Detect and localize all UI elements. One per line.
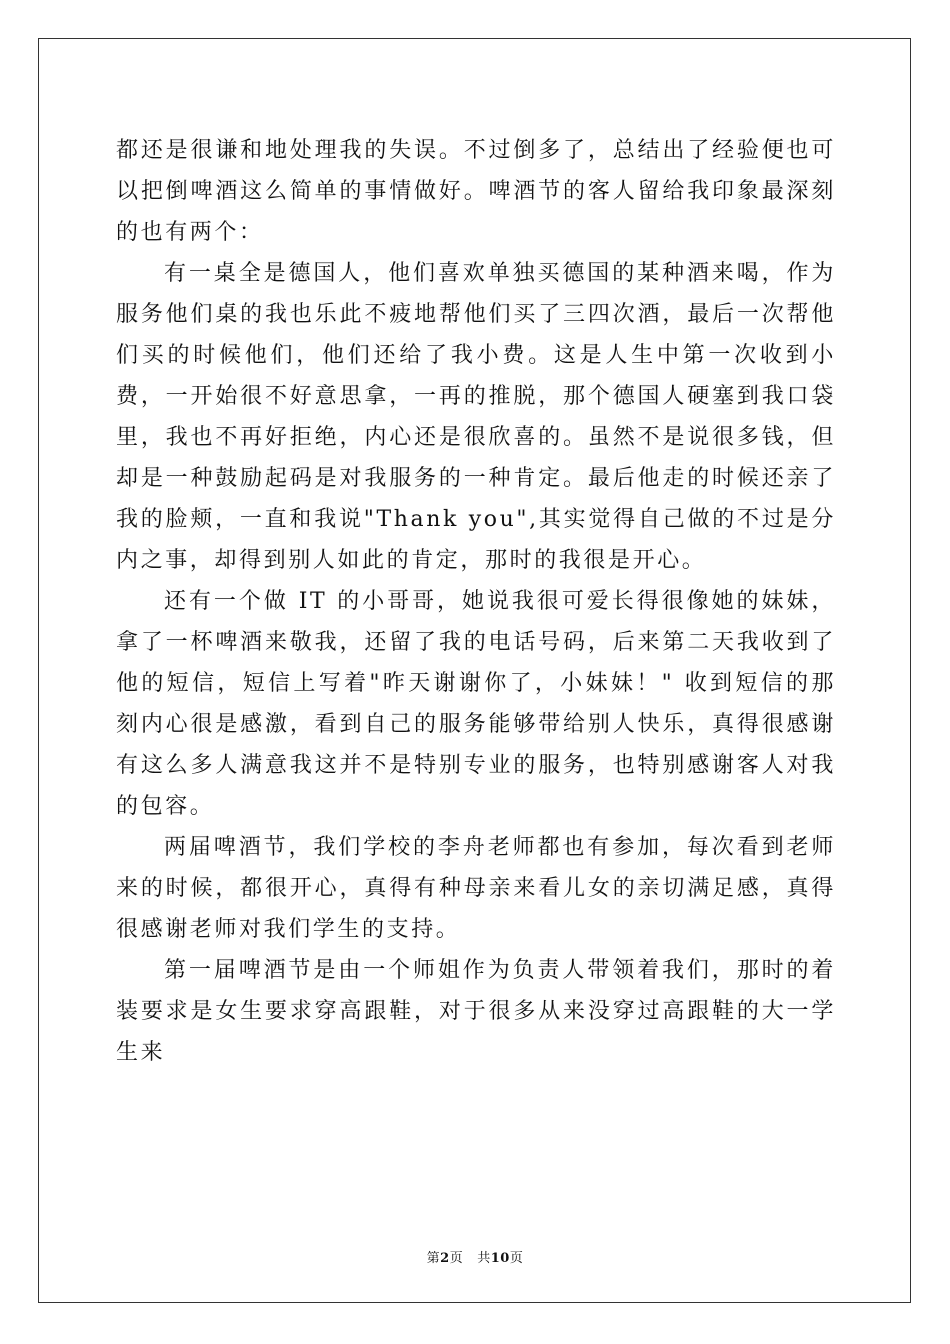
paragraph-2: 有一桌全是德国人，他们喜欢单独买德国的某种酒来喝，作为服务他们桌的我也乐此不疲地帮他们买了三四次酒，最后一次帮他们买的时候他们，他们还给了我小费。这是人生中第一次收到小费，一开始很不好意思拿，一再的推脱，那个德国人硬塞到我口袋里，我也不再好拒绝，内心还是很欣喜的。虽然不是说很多钱，但却是一种鼓励起码是对我服务的一种肯定。最后他走的时候还亲了我的脸颊，一直和我说"Thank you",其实觉得自己做的不过是分内之事，却得到别人如此的肯定，那时的我很是开心。 [116,261,836,573]
total-prefix: 共 [477,1251,491,1266]
total-suffix: 页 [509,1251,524,1266]
page-current-number: 2 [440,1251,450,1266]
page-footer [0,1247,950,1266]
page-total-number: 10 [490,1251,510,1266]
page-prefix: 第 [426,1251,441,1266]
page-suffix: 页 [449,1251,464,1266]
paragraph-4: 两届啤酒节，我们学校的李舟老师都也有参加，每次看到老师来的时候，都很开心，真得有种母亲来看儿女的亲切满足感，真得很感谢老师对我们学生的支持。 [116,835,836,942]
paragraph-5: 第一届啤酒节是由一个师姐作为负责人带领着我们，那时的着装要求是女生要求穿高跟鞋，对于很多从来没穿过高跟鞋的大一学生来 [116,958,836,1065]
document-body [116,130,836,1073]
paragraph-1: 都还是很谦和地处理我的失误。不过倒多了，总结出了经验便也可以把倒啤酒这么简单的事情做好。啤酒节的客人留给我印象最深刻的也有两个： [116,138,836,245]
paragraph-3: 还有一个做 IT 的小哥哥，她说我很可爱长得很像她的妹妹，拿了一杯啤酒来敬我，还留了我的电话号码，后来第二天我收到了他的短信，短信上写着"昨天谢谢你了，小妹妹！" 收到短信的那刻内心很是感激，看到自己的服务能够带给别人快乐，真得很感谢有这么多人满意我这并不是特别专业的服务，也特别感谢客人对我的包容。 [116,589,836,819]
